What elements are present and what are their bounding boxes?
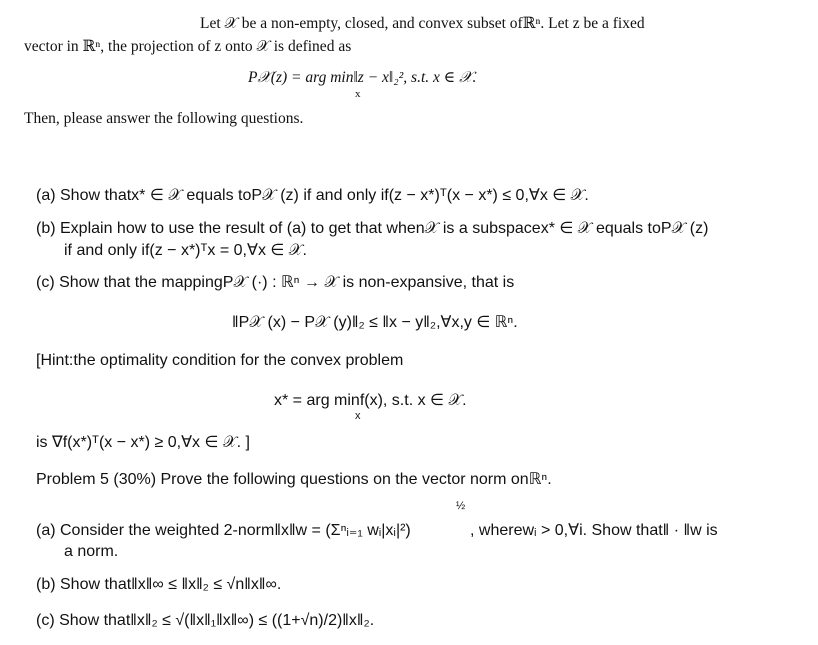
problem-5-part-a-line-2: a norm. bbox=[64, 543, 119, 560]
hint-formula: x* = arg minf(x), s.t. x ∈ 𝒳. bbox=[274, 392, 467, 409]
non-expansive-inequality: ‖P𝒳 (x) − P𝒳 (y)‖₂ ≤ ‖x − y‖₂,∀x,y ∈ ℝⁿ. bbox=[232, 314, 518, 331]
intro-line-3: Then, please answer the following questions. bbox=[24, 110, 304, 127]
hint-line-1: [Hint:the optimality condition for the convex problem bbox=[36, 352, 404, 369]
part-b-text-line-2: if and only if(z − x*)ᵀx = 0,∀x ∈ 𝒳. bbox=[64, 242, 307, 259]
problem-5-part-a-line-1: (a) Consider the weighted 2-norm‖x‖w = (Σⁿᵢ₌₁ wᵢ|xᵢ|²) bbox=[36, 522, 411, 539]
part-b-text-line-1: (b) Explain how to use the result of (a) to get that when𝒳 is a subspacex* ∈ 𝒳 equals toP𝒳 (z) bbox=[36, 220, 709, 237]
weighted-norm-exponent: ½ bbox=[456, 500, 466, 512]
projection-formula-subscript: x bbox=[355, 88, 361, 100]
hint-line-3: is ∇f(x*)ᵀ(x − x*) ≥ 0,∀x ∈ 𝒳. ] bbox=[36, 434, 250, 451]
intro-line-1: Let 𝒳 be a non-empty, closed, and convex subset ofℝⁿ. Let z be a fixed bbox=[200, 15, 645, 32]
problem-5-part-c: (c) Show that‖x‖₂ ≤ √(‖x‖₁‖x‖∞) ≤ ((1+√n)/2)‖x‖₂. bbox=[36, 612, 375, 629]
part-c-text-line-1: (c) Show that the mappingP𝒳 (·) : ℝⁿ → 𝒳 is non-expansive, that is bbox=[36, 274, 515, 291]
intro-line-2: vector in ℝⁿ, the projection of z onto 𝒳 is defined as bbox=[24, 38, 352, 55]
part-a-text: (a) Show thatx* ∈ 𝒳 equals toP𝒳 (z) if and only if(z − x*)ᵀ(x − x*) ≤ 0,∀x ∈ 𝒳. bbox=[36, 187, 589, 204]
problem-5-heading: Problem 5 (30%) Prove the following questions on the vector norm onℝⁿ. bbox=[36, 471, 552, 488]
projection-formula: P𝒳(z) = arg min‖z − x‖₂², s.t. x ∈ 𝒳. bbox=[248, 69, 477, 86]
hint-formula-subscript: x bbox=[355, 410, 361, 422]
problem-5-part-b: (b) Show that‖x‖∞ ≤ ‖x‖₂ ≤ √n‖x‖∞. bbox=[36, 576, 282, 593]
problem-5-part-a-line-1-rest: , wherewᵢ > 0,∀i. Show that‖ · ‖w is bbox=[470, 522, 718, 539]
